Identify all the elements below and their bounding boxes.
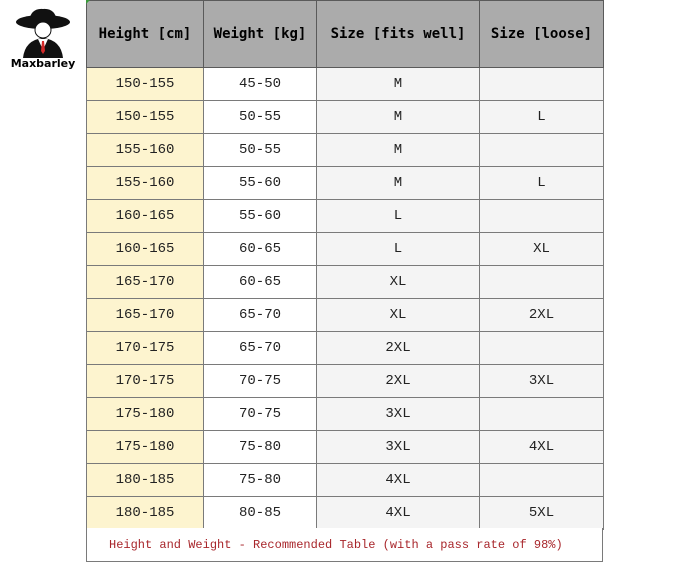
cell-weight: 70-75 — [204, 398, 317, 431]
cell-height: 180-185 — [87, 464, 204, 497]
caption-text: Height and Weight - Recommended Table (with a pass rate of 98%) — [109, 538, 563, 552]
cell-size-fits-well: M — [317, 167, 480, 200]
cell-size-fits-well: L — [317, 200, 480, 233]
cell-height: 170-175 — [87, 332, 204, 365]
cell-weight: 70-75 — [204, 365, 317, 398]
cell-size-loose — [480, 464, 604, 497]
table-row — [87, 398, 604, 431]
cell-height: 160-165 — [87, 200, 204, 233]
cell-weight: 80-85 — [204, 497, 317, 530]
cell-size-fits-well: M — [317, 68, 480, 101]
corner-mark — [86, 0, 90, 4]
cell-size-loose: XL — [480, 233, 604, 266]
cell-size-loose — [480, 266, 604, 299]
cell-size-fits-well: 2XL — [317, 332, 480, 365]
cell-weight: 60-65 — [204, 266, 317, 299]
cell-weight: 45-50 — [204, 68, 317, 101]
cell-size-loose — [480, 200, 604, 233]
table-row — [87, 233, 604, 266]
cell-height: 165-170 — [87, 266, 204, 299]
table-row — [87, 299, 604, 332]
cell-weight: 60-65 — [204, 233, 317, 266]
cell-size-fits-well: 4XL — [317, 464, 480, 497]
table-row — [87, 101, 604, 134]
table-row — [87, 200, 604, 233]
size-table — [86, 0, 604, 530]
table-header-row — [87, 1, 604, 68]
cell-weight: 65-70 — [204, 299, 317, 332]
cell-size-fits-well: 2XL — [317, 365, 480, 398]
cell-size-loose — [480, 134, 604, 167]
cell-height: 180-185 — [87, 497, 204, 530]
table-row — [87, 431, 604, 464]
brand-logo — [0, 0, 86, 86]
cell-height: 155-160 — [87, 167, 204, 200]
table-row — [87, 68, 604, 101]
table-row — [87, 497, 604, 530]
cell-size-loose: 2XL — [480, 299, 604, 332]
table-row — [87, 464, 604, 497]
cell-size-loose — [480, 68, 604, 101]
brand-name: Maxbarley — [10, 57, 76, 70]
cell-height: 160-165 — [87, 233, 204, 266]
cell-size-fits-well: M — [317, 134, 480, 167]
cell-weight: 75-80 — [204, 464, 317, 497]
size-chart — [86, 0, 603, 562]
cell-weight: 65-70 — [204, 332, 317, 365]
table-row — [87, 332, 604, 365]
table-row — [87, 167, 604, 200]
cell-size-loose: L — [480, 167, 604, 200]
table-row — [87, 365, 604, 398]
header-size-loose: Size [loose] — [480, 1, 604, 68]
cell-size-fits-well: M — [317, 101, 480, 134]
cell-weight: 75-80 — [204, 431, 317, 464]
cell-size-loose — [480, 332, 604, 365]
hat-figure-logo-icon — [15, 6, 71, 58]
header-weight: Weight [kg] — [204, 1, 317, 68]
cell-height: 165-170 — [87, 299, 204, 332]
header-size-fits-well: Size [fits well] — [317, 1, 480, 68]
cell-height: 175-180 — [87, 431, 204, 464]
cell-height: 150-155 — [87, 101, 204, 134]
cell-size-fits-well: 3XL — [317, 398, 480, 431]
cell-height: 150-155 — [87, 68, 204, 101]
cell-height: 155-160 — [87, 134, 204, 167]
header-height: Height [cm] — [87, 1, 204, 68]
cell-height: 170-175 — [87, 365, 204, 398]
cell-size-fits-well: 4XL — [317, 497, 480, 530]
table-body — [87, 68, 604, 530]
cell-weight: 50-55 — [204, 101, 317, 134]
table-caption — [86, 528, 603, 562]
cell-size-loose: L — [480, 101, 604, 134]
cell-size-loose — [480, 398, 604, 431]
cell-height: 175-180 — [87, 398, 204, 431]
cell-size-loose: 5XL — [480, 497, 604, 530]
cell-size-fits-well: L — [317, 233, 480, 266]
cell-size-loose: 3XL — [480, 365, 604, 398]
table-row — [87, 266, 604, 299]
cell-size-fits-well: XL — [317, 266, 480, 299]
table-row — [87, 134, 604, 167]
cell-size-fits-well: XL — [317, 299, 480, 332]
cell-size-loose: 4XL — [480, 431, 604, 464]
cell-size-fits-well: 3XL — [317, 431, 480, 464]
cell-weight: 55-60 — [204, 200, 317, 233]
cell-weight: 50-55 — [204, 134, 317, 167]
cell-weight: 55-60 — [204, 167, 317, 200]
